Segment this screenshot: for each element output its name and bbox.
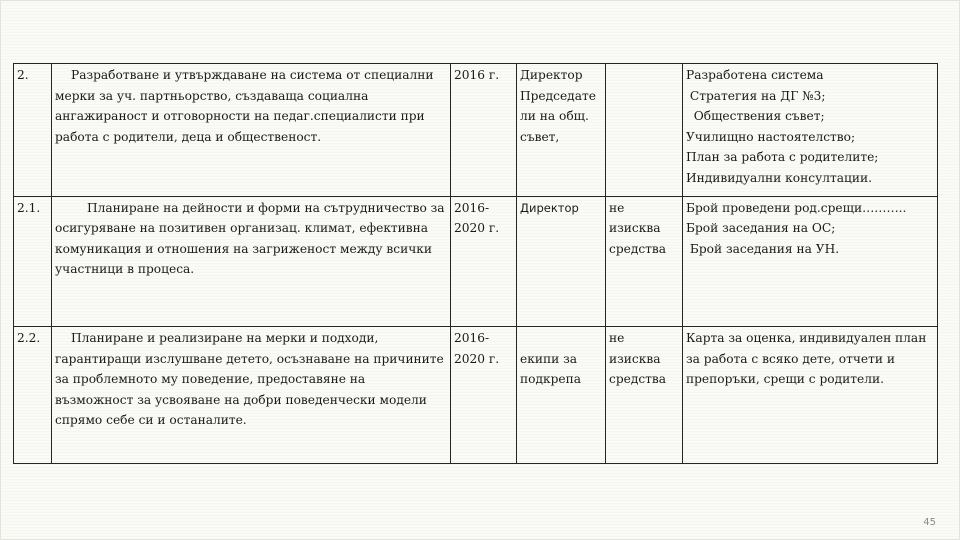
resources-cell: не изисква средства [606, 327, 683, 464]
responsible-line: Директор [520, 200, 579, 215]
row-number: 2.1. [14, 196, 52, 327]
resources-cell [606, 64, 683, 197]
indicator-line: Стратегия на ДГ №3; [686, 88, 826, 103]
indicator-line: Карта за оценка, индивидуален план [686, 331, 927, 346]
indicators-cell [683, 64, 938, 197]
responsible-line: Директор [520, 68, 583, 82]
indicator-line: Брой заседания на ОС; [686, 221, 836, 236]
responsible-line: съвет, [520, 129, 560, 144]
activity-text: Разработване и утвърждаване на система от специални мерки за уч. партньорство, създаваща социална ангажираност и отговорности на педаг.специалисти при работа с родители, деца и общественост. [55, 68, 434, 144]
row-number: 2. [14, 64, 52, 197]
activity-text: Планиране и реализиране на мерки и подходи, гарантиращи изслушване детето, осъзнаване на причините за проблемното му поведение, предоставяне на възможност за усвояване на добри поведенчески модели спрямо себе си и останалите. [55, 331, 444, 428]
responsible-line: Председате [520, 88, 596, 103]
indicator-line: за работа с всяко дете, отчети и [686, 351, 895, 366]
row-number: 2.2. [14, 327, 52, 464]
responsible-line: ли на общ. [520, 109, 589, 123]
indicator-line: Брой заседания на УН. [686, 241, 840, 256]
responsible-line: екипи за [520, 351, 577, 366]
indicator-line: Обществения съвет; [686, 109, 825, 123]
table-row [14, 327, 938, 464]
responsible-line: подкрепа [520, 372, 581, 387]
indicators-cell [683, 196, 938, 327]
indicator-line: Разработена система [686, 68, 824, 82]
indicator-line: Училищно настоятелство; [686, 129, 856, 144]
page-number: 45 [923, 517, 936, 528]
action-plan-table [13, 63, 938, 464]
activity-cell [52, 327, 451, 464]
period-cell: 2016 г. [451, 64, 517, 197]
period-cell: 2016-2020 г. [451, 196, 517, 327]
activity-cell [52, 64, 451, 197]
resources-cell: не изисква средства [606, 196, 683, 327]
activity-cell [52, 196, 451, 327]
responsible-cell [517, 64, 606, 197]
indicator-line: Индивидуални консултации. [686, 170, 872, 185]
activity-text: Планиране на дейности и форми на сътрудничество за осигуряване на позитивен организац. климат, ефективна комуникация и отношения на загриженост между всички участници в процеса. [55, 200, 445, 277]
responsible-line [520, 328, 602, 349]
table-row [14, 196, 938, 327]
responsible-cell [517, 196, 606, 327]
table-row [14, 64, 938, 197]
indicator-line: Брой проведени род.срещи……….. [686, 200, 907, 215]
period-cell: 2016-2020 г. [451, 327, 517, 464]
indicator-line: План за работа с родителите; [686, 150, 879, 164]
indicator-line: препоръки, срещи с родители. [686, 372, 884, 387]
responsible-cell [517, 327, 606, 464]
indicators-cell [683, 327, 938, 464]
